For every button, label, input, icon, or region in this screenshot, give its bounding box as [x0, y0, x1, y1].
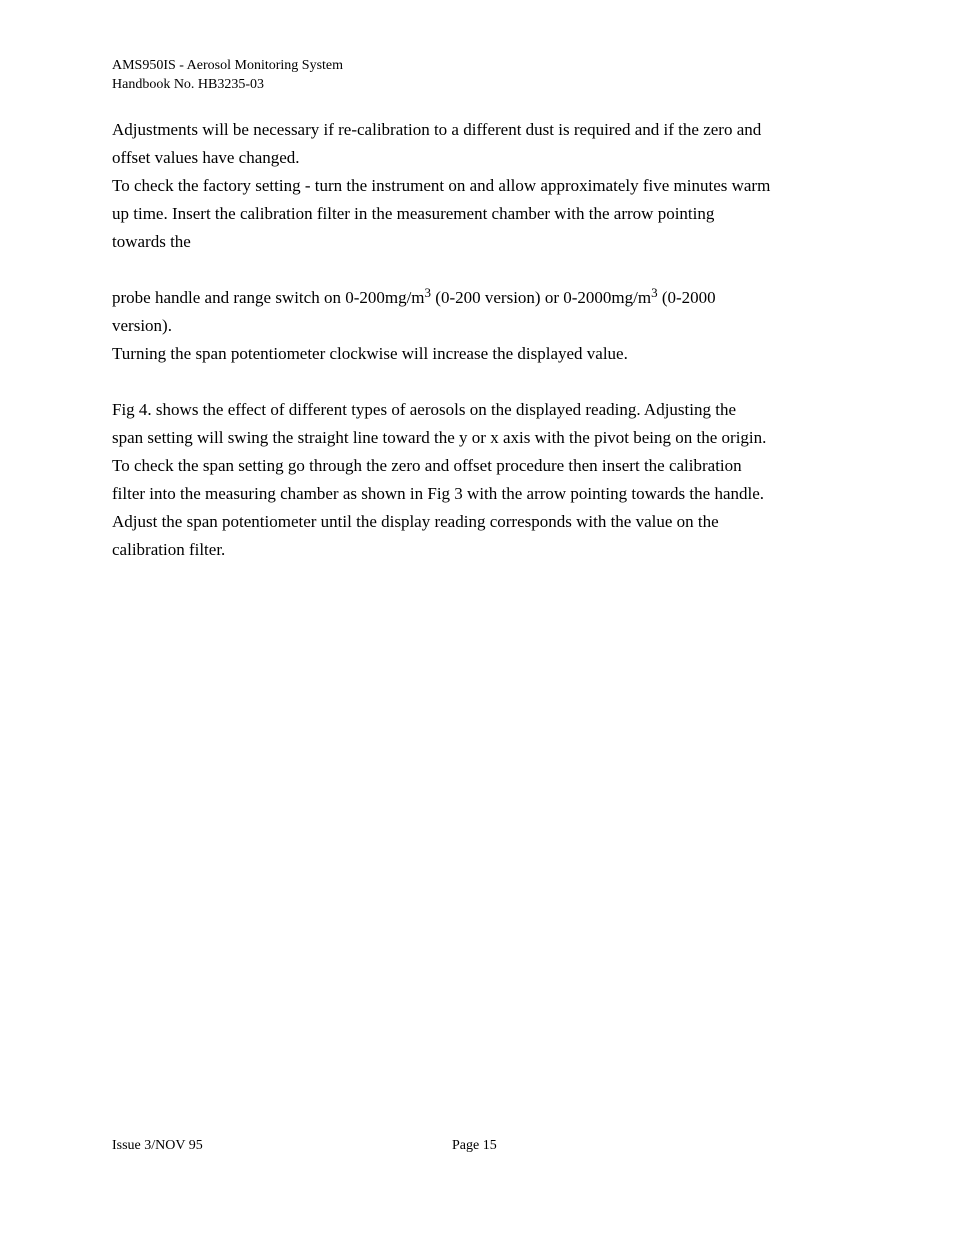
- body-text: [112, 116, 852, 564]
- paragraph-line: Fig 4. shows the effect of different types of aerosols on the displayed reading. Adjusting the: [112, 400, 736, 419]
- cubic-superscript: 3: [424, 285, 432, 300]
- paragraph-line: To check the span setting go through the zero and offset procedure then insert the calibration: [112, 456, 742, 475]
- paragraph-gap: [112, 256, 852, 284]
- cubic-superscript: 3: [651, 285, 658, 300]
- paragraph-line: calibration filter.: [112, 540, 226, 559]
- footer-issue: Issue 3/NOV 95: [112, 1138, 203, 1153]
- paragraph-line: up time. Insert the calibration filter in the measurement chamber with the arrow pointing: [112, 204, 715, 223]
- paragraph-line: Turning the span potentiometer clockwise will increase the displayed value.: [112, 344, 628, 363]
- range-text-a: probe handle and range switch on 0-200mg/m: [112, 288, 425, 307]
- paragraph-line: To check the factory setting - turn the instrument on and allow approximately five minutes warm: [112, 176, 771, 195]
- paragraph-line: Adjust the span potentiometer until the display reading corresponds with the value on the: [112, 512, 719, 531]
- range-text-b: (0-200 version) or 0-2000mg/m: [431, 288, 652, 307]
- paragraph-line: span setting will swing the straight line toward the y or x axis with the pivot being on the origin.: [112, 428, 767, 447]
- paragraph-line: filter into the measuring chamber as shown in Fig 3 with the arrow pointing towards the handle.: [112, 484, 765, 503]
- header-handbook-number: Handbook No. HB3235-03: [112, 77, 265, 92]
- paragraph-line-range: [112, 284, 852, 312]
- paragraph-line: Adjustments will be necessary if re-calibration to a different dust is required and if the zero and: [112, 120, 762, 139]
- paragraph-line: offset values have changed.: [112, 148, 300, 167]
- paragraph-line: towards the: [112, 232, 191, 251]
- paragraph-gap: [112, 368, 852, 396]
- paragraph-line: version).: [112, 316, 172, 335]
- header-title: AMS950IS - Aerosol Monitoring System: [112, 58, 344, 73]
- footer-page-number: Page 15: [452, 1138, 497, 1153]
- page-header: [112, 56, 343, 94]
- range-text-c: (0-2000: [657, 288, 716, 307]
